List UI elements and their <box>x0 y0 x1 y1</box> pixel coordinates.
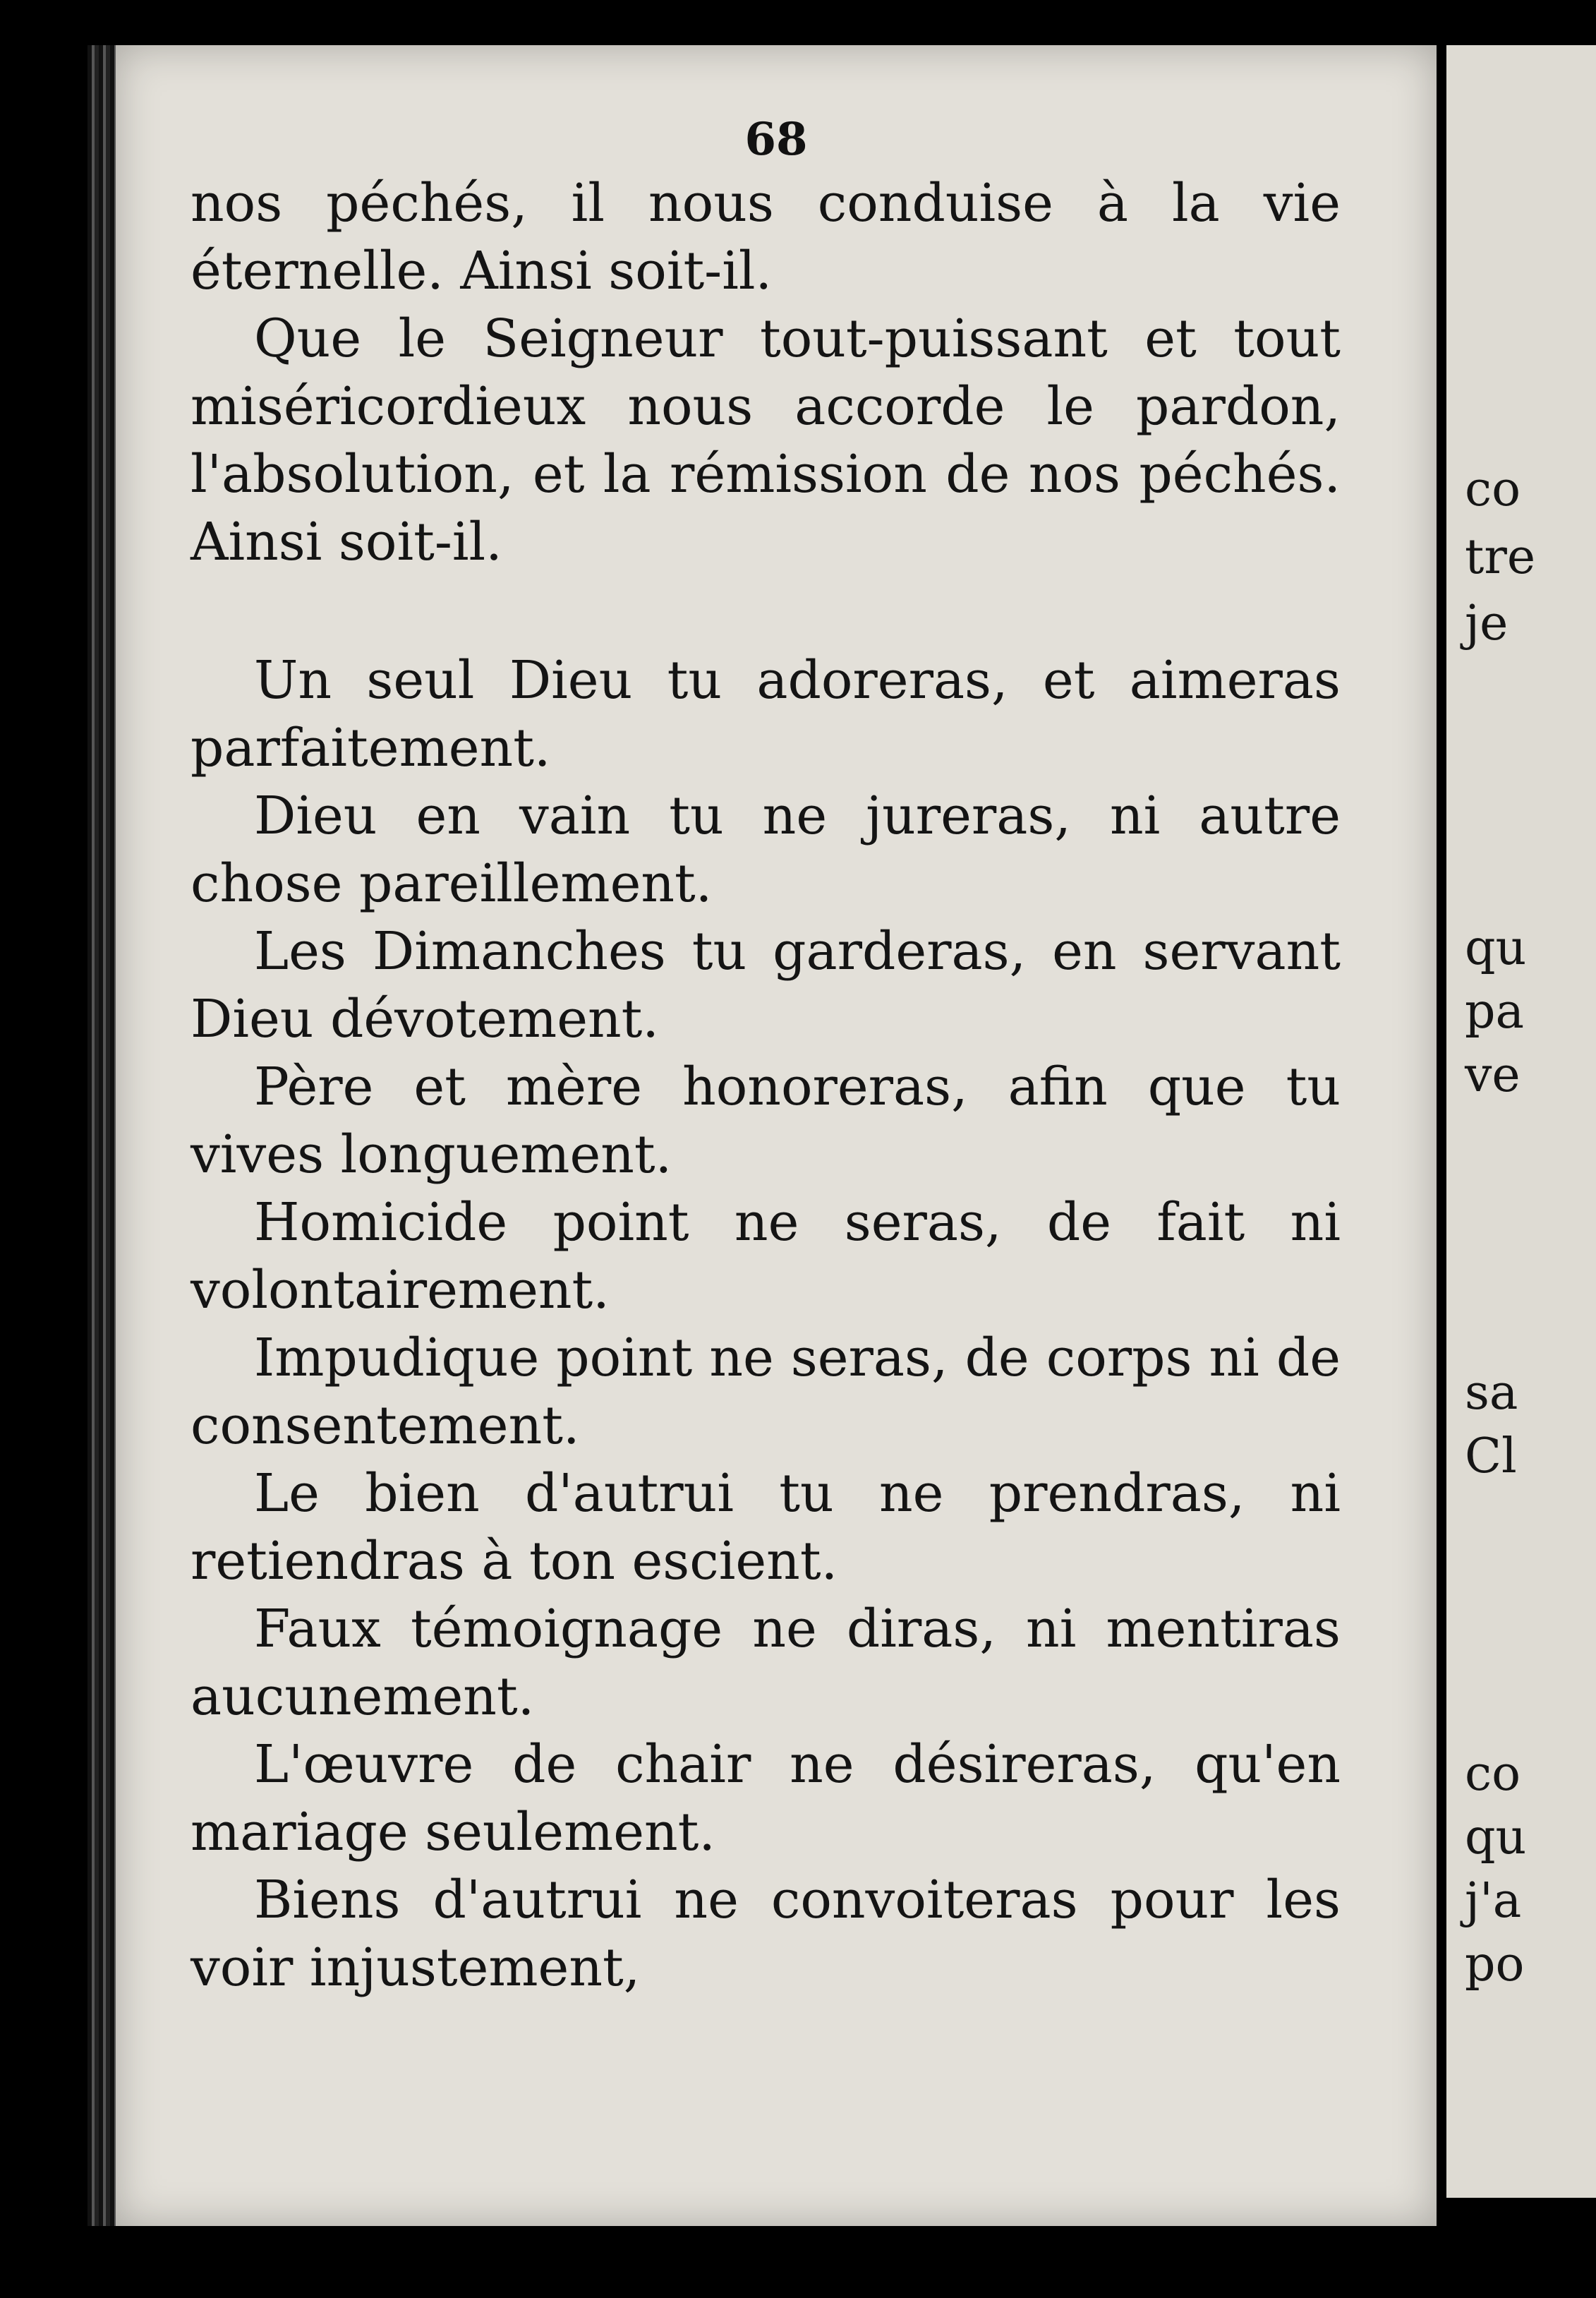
right-page-fragment: ve <box>1465 1047 1521 1103</box>
commandment-4: Père et mère honoreras, afin que tu vives longuement. <box>191 1057 1341 1185</box>
commandment-6: Impudique point ne seras, de corps ni de consentement. <box>191 1328 1341 1456</box>
right-page-fragment: sa <box>1465 1365 1518 1421</box>
commandment-7: Le bien d'autrui tu ne prendras, ni retiendras à ton escient. <box>191 1463 1341 1592</box>
commandment-8: Faux témoignage ne diras, ni mentiras aucunement. <box>191 1599 1341 1727</box>
commandment-1: Un seul Dieu tu adoreras, et aimeras parfaitement. <box>191 650 1341 778</box>
right-page-fragment: po <box>1465 1937 1525 1992</box>
right-page-fragment: pa <box>1465 984 1525 1040</box>
commandment-10: Biens d'autrui ne convoiteras pour les voir injustement, <box>191 1870 1341 1998</box>
commandment-5: Homicide point ne seras, de fait ni volontairement. <box>191 1192 1341 1321</box>
scan-border-top <box>0 0 1596 45</box>
page-body-text <box>191 169 1341 2002</box>
right-page-fragment: qu <box>1465 920 1527 976</box>
right-page-fragment: tre <box>1465 529 1536 585</box>
commandment-2: Dieu en vain tu ne jureras, ni autre chose pareillement. <box>191 786 1341 914</box>
page-gutter <box>1437 45 1446 2226</box>
book-page-right-edge <box>1446 45 1596 2198</box>
commandment-3: Les Dimanches tu garderas, en servant Dieu dévotement. <box>191 921 1341 1049</box>
paragraph-absolution-prayer: Que le Seigneur tout-puissant et tout miséricordieux nous accorde le pardon, l'absolution, et la rémission de nos péchés. Ainsi soit-il. <box>191 308 1341 572</box>
right-page-fragment: je <box>1465 596 1509 651</box>
scan-border-bottom <box>0 2226 1596 2298</box>
right-page-fragment: Cl <box>1465 1428 1517 1484</box>
paragraph-continuation: nos péchés, il nous conduise à la vie éternelle. Ainsi soit-il. <box>191 173 1341 301</box>
right-page-fragment: j'a <box>1465 1873 1522 1929</box>
right-page-fragment: co <box>1465 462 1521 517</box>
right-page-fragment: co <box>1465 1746 1521 1802</box>
right-page-fragment: qu <box>1465 1810 1527 1865</box>
commandment-9: L'œuvre de chair ne désireras, qu'en mariage seulement. <box>191 1734 1341 1863</box>
page-number: 68 <box>744 113 808 166</box>
